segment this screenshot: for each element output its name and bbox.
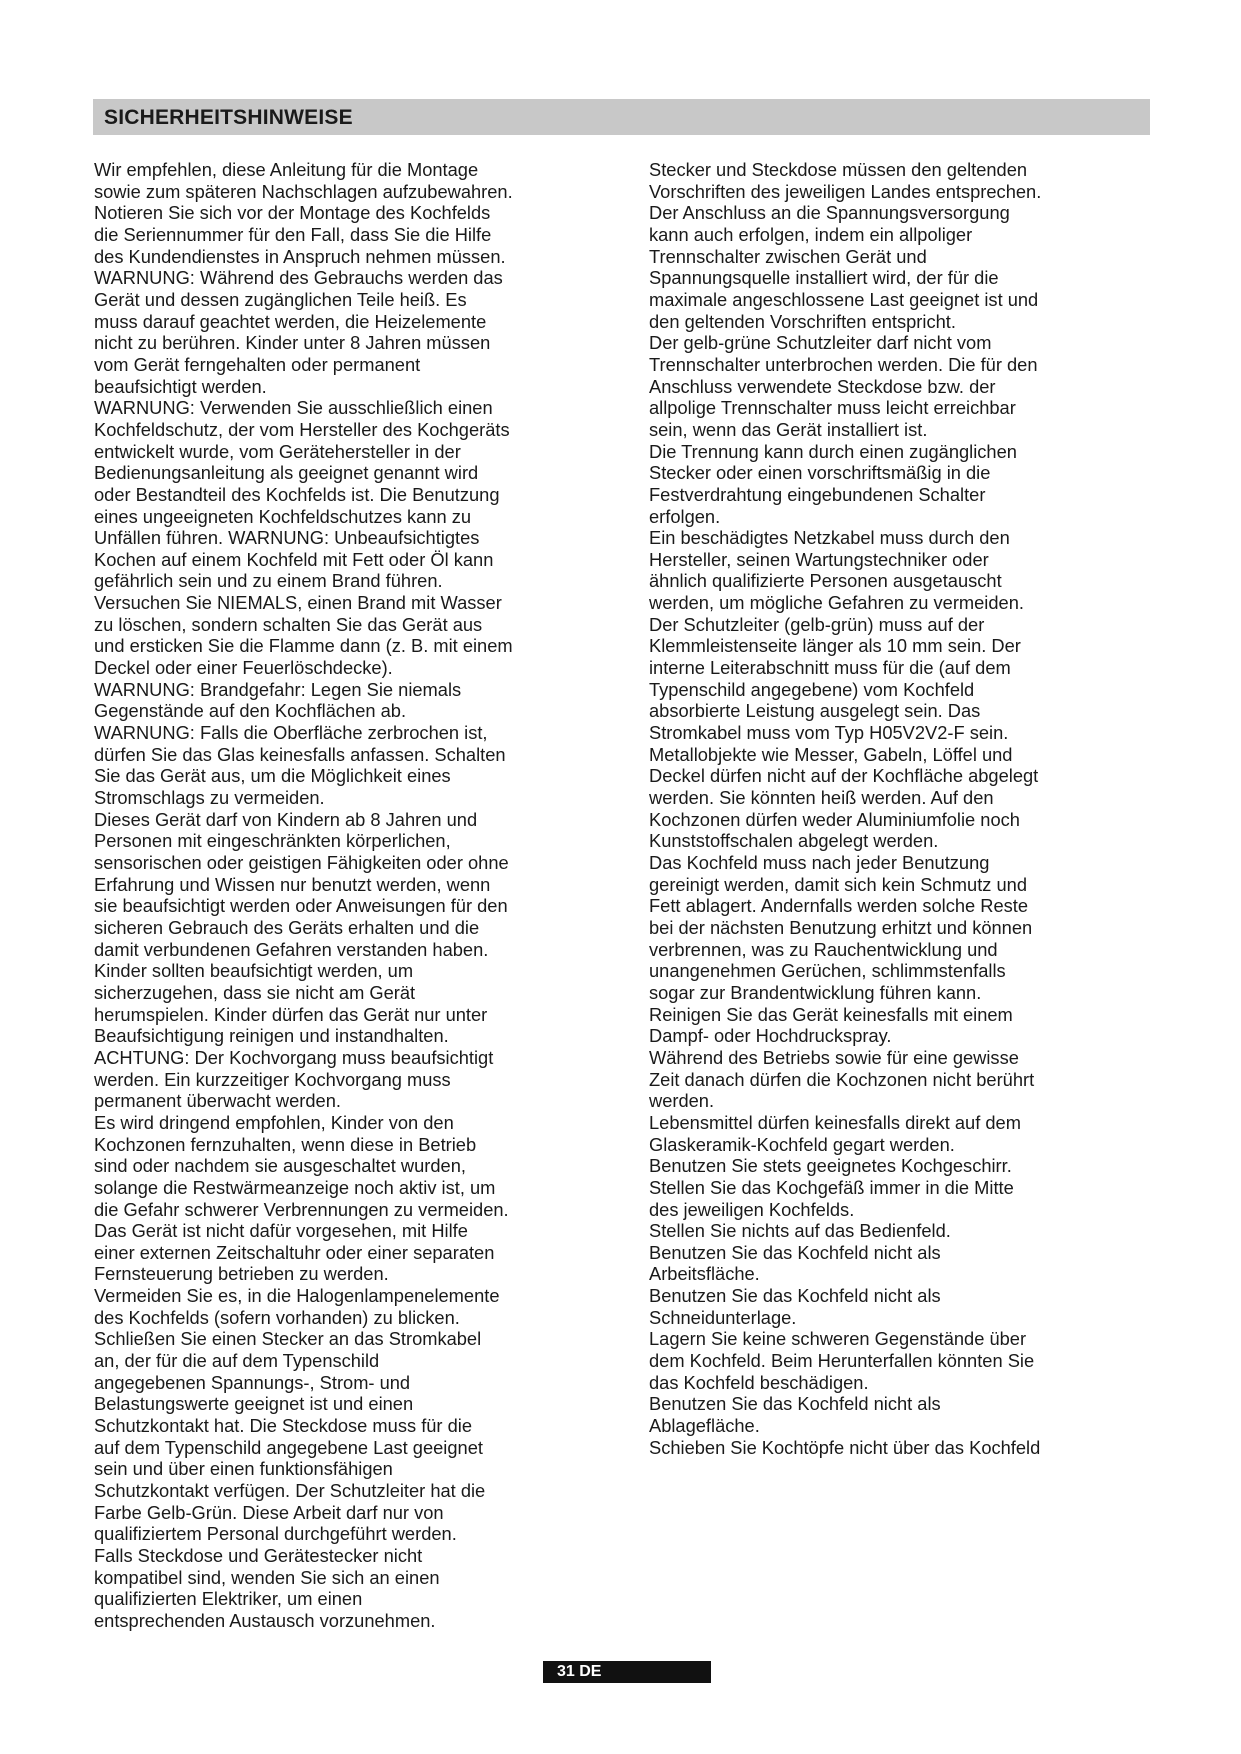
text-line: einer externen Zeitschaltuhr oder einer separaten: [94, 1241, 495, 1263]
text-line: gefährlich sein und zu einem Brand führen.: [94, 570, 443, 592]
text-line: Die Trennung kann durch einen zugänglichen: [649, 440, 1017, 462]
text-line: Deckel dürfen nicht auf der Kochfläche abgelegt: [649, 765, 1039, 787]
left-column: [94, 159, 594, 1632]
text-line: werden.: [649, 1090, 715, 1112]
text-line: allpolige Trennschalter muss leicht erreichbar: [649, 397, 1016, 419]
text-line: nicht zu berühren. Kinder unter 8 Jahren müssen: [94, 332, 491, 354]
text-line: Stecker und Steckdose müssen den geltenden: [649, 159, 1028, 180]
text-line: Bedienungsanleitung als geeignet genannt wird: [94, 462, 479, 484]
text-line: Lagern Sie keine schweren Gegenstände über: [649, 1328, 1027, 1350]
text-line: Festverdrahtung eingebundenen Schalter: [649, 483, 986, 505]
text-line: qualifiziertem Personal durchgeführt werden.: [94, 1523, 457, 1545]
text-line: verbrennen, was zu Rauchentwicklung und: [649, 938, 998, 960]
text-line: sogar zur Brandentwicklung führen kann.: [649, 981, 982, 1003]
text-line: Typenschild angegebene) vom Kochfeld: [649, 678, 975, 700]
text-line: des jeweiligen Kochfelds.: [649, 1198, 855, 1220]
text-line: Gerät und dessen zugänglichen Teile heiß. Es: [94, 288, 467, 310]
text-line: herumspielen. Kinder dürfen das Gerät nur unter: [94, 1003, 488, 1025]
text-line: Stecker oder einen vorschriftsmäßig in die: [649, 462, 991, 484]
text-line: Stromkabel muss vom Typ H05V2V2-F sein.: [649, 722, 1009, 744]
text-line: Schutzkontakt hat. Die Steckdose muss für die: [94, 1415, 472, 1437]
text-line: Kochfeldschutz, der vom Hersteller des Kochgeräts: [94, 418, 510, 440]
text-line: entsprechenden Austausch vorzunehmen.: [94, 1609, 436, 1631]
text-line: Zeit danach dürfen die Kochzonen nicht berührt: [649, 1068, 1035, 1090]
text-line: Spannungsquelle installiert wird, der für die: [649, 267, 999, 289]
text-line: sie beaufsichtigt werden oder Anweisungen für den: [94, 895, 508, 917]
text-line: Kinder sollten beaufsichtigt werden, um: [94, 960, 414, 982]
text-line: Der gelb-grüne Schutzleiter darf nicht vom: [649, 332, 992, 354]
page-number-badge: [543, 1661, 711, 1683]
text-line: oder Bestandteil des Kochfelds ist. Die Benutzung: [94, 483, 500, 505]
text-line: ACHTUNG: Der Kochvorgang muss beaufsichtigt: [94, 1046, 494, 1068]
text-line: Gegenstände auf den Kochflächen ab.: [94, 700, 407, 722]
text-line: sensorischen oder geistigen Fähigkeiten oder ohne: [94, 852, 509, 873]
text-line: Schutzkontakt verfügen. Der Schutzleiter hat die: [94, 1480, 486, 1502]
text-line: damit verbundenen Gefahren verstanden haben.: [94, 938, 489, 960]
text-line: Benutzen Sie das Kochfeld nicht als: [649, 1241, 941, 1263]
text-line: Benutzen Sie stets geeignetes Kochgeschirr.: [649, 1155, 1012, 1177]
text-line: Kunststoffschalen abgelegt werden.: [649, 830, 939, 852]
text-line: eines ungeeigneten Kochfeldschutzes kann zu: [94, 505, 472, 527]
text-line: Das Kochfeld muss nach jeder Benutzung: [649, 852, 990, 873]
text-line: Schieben Sie Kochtöpfe nicht über das Kochfeld: [649, 1436, 1041, 1458]
text-line: Deckel oder einer Feuerlöschdecke).: [94, 657, 393, 679]
text-line: Beaufsichtigung reinigen und instandhalten.: [94, 1025, 449, 1047]
text-line: den geltenden Vorschriften entspricht.: [649, 310, 956, 332]
text-line: Hersteller, seinen Wartungstechniker oder: [649, 548, 989, 570]
text-line: unangenehmen Gerüchen, schlimmstenfalls: [649, 960, 1006, 982]
text-line: Klemmleistenseite länger als 10 mm sein. Der: [649, 635, 1021, 657]
text-line: Stellen Sie nichts auf das Bedienfeld.: [649, 1220, 951, 1242]
text-line: dürfen Sie das Glas keinesfalls anfassen. Schalten: [94, 743, 506, 765]
text-line: kann auch erfolgen, indem ein allpoliger: [649, 223, 973, 245]
text-line: Dampf- oder Hochdruckspray.: [649, 1025, 892, 1047]
text-line: Fernsteuerung betrieben zu werden.: [94, 1263, 389, 1285]
text-line: Ablagefläche.: [649, 1415, 760, 1437]
text-line: werden, um mögliche Gefahren zu vermeiden.: [649, 592, 1024, 614]
text-line: Farbe Gelb-Grün. Diese Arbeit darf nur von: [94, 1501, 444, 1523]
text-line: Reinigen Sie das Gerät keinesfalls mit einem: [649, 1003, 1013, 1025]
text-line: Trennschalter unterbrochen werden. Die für den: [649, 353, 1038, 375]
text-line: Vorschriften des jeweiligen Landes entsprechen.: [649, 180, 1042, 202]
text-line: sowie zum späteren Nachschlagen aufzubewahren.: [94, 180, 513, 202]
text-line: Vermeiden Sie es, in die Halogenlampenelemente: [94, 1285, 500, 1307]
text-line: dem Kochfeld. Beim Herunterfallen könnten Sie: [649, 1350, 1035, 1372]
section-title: SICHERHEITSHINWEISE: [104, 106, 353, 129]
text-line: WARNUNG: Während des Gebrauchs werden das: [94, 267, 503, 289]
text-line: Sie das Gerät aus, um die Möglichkeit eines: [94, 765, 451, 787]
text-line: Der Anschluss an die Spannungsversorgung: [649, 202, 1010, 224]
text-line: Metallobjekte wie Messer, Gabeln, Löffel und: [649, 743, 1013, 765]
text-line: die Seriennummer für den Fall, dass Sie die Hilfe: [94, 223, 492, 245]
text-line: maximale angeschlossene Last geeignet ist und: [649, 288, 1039, 310]
text-line: Es wird dringend empfohlen, Kinder von den: [94, 1111, 454, 1133]
text-line: Kochen auf einem Kochfeld mit Fett oder Öl kann: [94, 548, 494, 570]
text-line: permanent überwacht werden.: [94, 1090, 341, 1112]
text-line: Kochzonen dürfen weder Aluminiumfolie noch: [649, 808, 1020, 830]
text-line: Benutzen Sie das Kochfeld nicht als: [649, 1393, 941, 1415]
text-line: Schließen Sie einen Stecker an das Stromkabel: [94, 1328, 482, 1350]
text-line: Trennschalter zwischen Gerät und: [649, 245, 927, 267]
text-line: des Kundendienstes in Anspruch nehmen müssen.: [94, 245, 506, 267]
text-line: sein und über einen funktionsfähigen: [94, 1458, 393, 1480]
text-line: muss darauf geachtet werden, die Heizelemente: [94, 310, 487, 332]
text-line: ähnlich qualifizierte Personen ausgetauscht: [649, 570, 1002, 592]
text-line: Versuchen Sie NIEMALS, einen Brand mit Wasser: [94, 592, 502, 614]
text-line: WARNUNG: Verwenden Sie ausschließlich einen: [94, 397, 493, 419]
text-line: Das Gerät ist nicht dafür vorgesehen, mit Hilfe: [94, 1220, 468, 1242]
text-line: Kochzonen fernzuhalten, wenn diese in Betrieb: [94, 1133, 477, 1155]
text-line: beaufsichtigt werden.: [94, 375, 267, 397]
text-line: Unfällen führen. WARNUNG: Unbeaufsichtigtes: [94, 527, 480, 549]
text-line: WARNUNG: Brandgefahr: Legen Sie niemals: [94, 678, 462, 700]
text-line: Schneidunterlage.: [649, 1306, 797, 1328]
text-line: WARNUNG: Falls die Oberfläche zerbrochen ist,: [94, 722, 488, 744]
text-line: sein, wenn das Gerät installiert ist.: [649, 418, 928, 440]
text-line: das Kochfeld beschädigen.: [649, 1371, 869, 1393]
text-line: werden. Ein kurzzeitiger Kochvorgang muss: [94, 1068, 451, 1090]
text-line: des Kochfelds (sofern vorhanden) zu blicken.: [94, 1306, 460, 1328]
text-line: Anschluss verwendete Steckdose bzw. der: [649, 375, 996, 397]
text-line: interne Leiterabschnitt muss für die (auf dem: [649, 657, 1011, 679]
text-line: Fett ablagert. Andernfalls werden solche Reste: [649, 895, 1029, 917]
text-line: an, der für die auf dem Typenschild: [94, 1350, 380, 1372]
text-line: Glaskeramik-Kochfeld gegart werden.: [649, 1133, 955, 1155]
text-line: Während des Betriebs sowie für eine gewisse: [649, 1046, 1019, 1068]
text-line: sicherzugehen, dass sie nicht am Gerät: [94, 981, 416, 1003]
text-line: gereinigt werden, damit sich kein Schmutz und: [649, 873, 1028, 895]
text-line: Personen mit eingeschränkten körperlichen,: [94, 830, 451, 852]
text-line: Erfahrung und Wissen nur benutzt werden, wenn: [94, 873, 491, 895]
text-line: Belastungswerte geeignet ist und einen: [94, 1393, 414, 1415]
text-line: Falls Steckdose und Gerätestecker nicht: [94, 1545, 423, 1566]
text-line: vom Gerät ferngehalten oder permanent: [94, 353, 421, 375]
text-line: bei der nächsten Benutzung erhitzt und können: [649, 916, 1033, 938]
text-line: Stellen Sie das Kochgefäß immer in die Mitte: [649, 1176, 1014, 1198]
text-line: die Gefahr schwerer Verbrennungen zu vermeiden.: [94, 1198, 509, 1220]
text-line: auf dem Typenschild angegebene Last geeignet: [94, 1436, 483, 1458]
text-line: zu löschen, sondern schalten Sie das Gerät aus: [94, 613, 483, 635]
text-line: Ein beschädigtes Netzkabel muss durch den: [649, 527, 1010, 549]
text-line: absorbierte Leistung ausgelegt sein. Das: [649, 700, 981, 722]
text-line: werden. Sie könnten heiß werden. Auf den: [649, 787, 994, 809]
text-line: qualifizierten Elektriker, um einen: [94, 1588, 363, 1610]
right-column: [649, 159, 1144, 1458]
text-line: Notieren Sie sich vor der Montage des Kochfelds: [94, 202, 491, 224]
page-number: 31 DE: [557, 1663, 602, 1680]
text-line: erfolgen.: [649, 505, 721, 527]
text-line: Stromschlags zu vermeiden.: [94, 787, 325, 809]
text-line: solange die Restwärmeanzeige noch aktiv ist, um: [94, 1176, 496, 1198]
text-line: Lebensmittel dürfen keinesfalls direkt auf dem: [649, 1111, 1021, 1133]
text-line: entwickelt wurde, vom Gerätehersteller in der: [94, 440, 461, 462]
text-line: und ersticken Sie die Flamme dann (z. B. mit einem: [94, 635, 513, 657]
text-line: angegebenen Spannungs-, Strom- und: [94, 1371, 411, 1393]
section-header-bar: [93, 99, 1150, 135]
text-line: sicheren Gebrauch des Geräts erhalten und die: [94, 916, 480, 938]
text-line: Benutzen Sie das Kochfeld nicht als: [649, 1285, 941, 1307]
text-line: Wir empfehlen, diese Anleitung für die Montage: [94, 159, 479, 180]
text-line: Der Schutzleiter (gelb-grün) muss auf der: [649, 613, 985, 635]
text-line: sind oder nachdem sie ausgeschaltet wurden,: [94, 1155, 466, 1177]
text-line: Dieses Gerät darf von Kindern ab 8 Jahren und: [94, 808, 478, 830]
text-line: kompatibel sind, wenden Sie sich an einen: [94, 1566, 440, 1588]
text-line: Arbeitsfläche.: [649, 1263, 760, 1285]
